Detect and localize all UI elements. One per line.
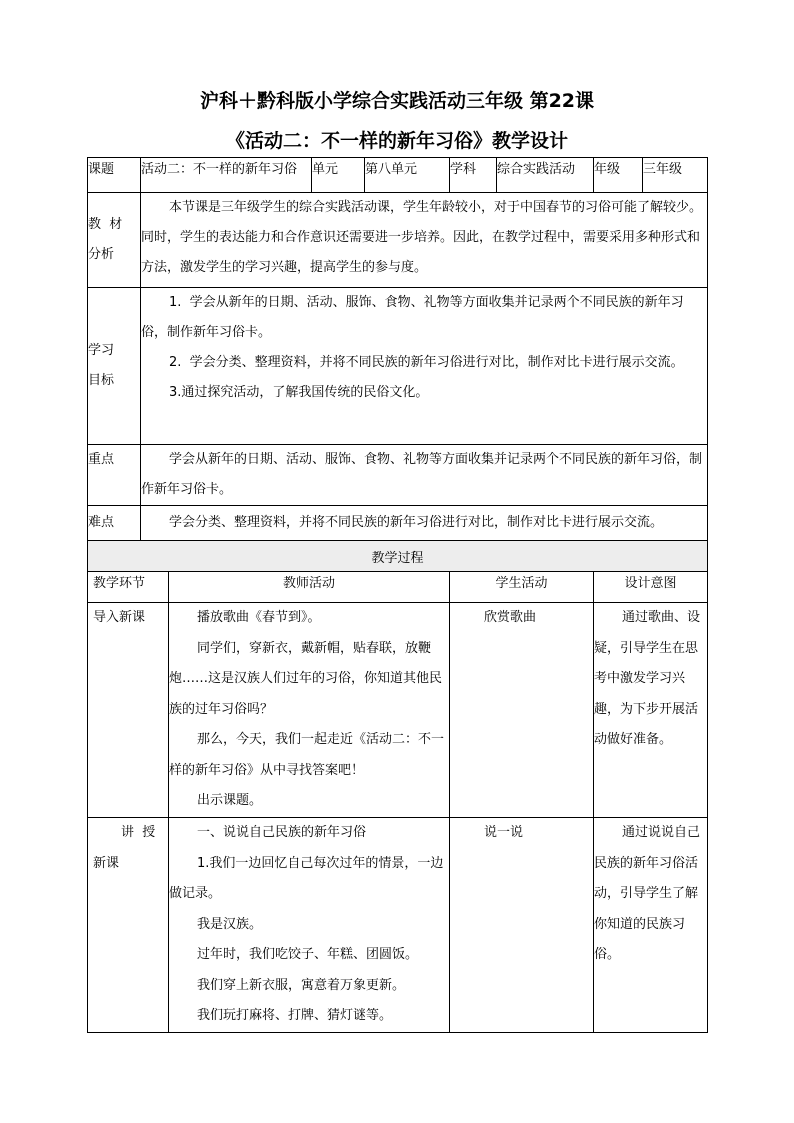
lesson-plan-table [87,157,708,1033]
objective-item-2: 2. 学会分类、整理资料，并将不同民族的新年习俗进行对比，制作对比卡进行展示交流。 [169,355,684,370]
grade-label: 年级 [594,158,643,193]
objectives-row [88,288,708,445]
col-header-stage: 教学环节 [88,572,169,603]
objectives-cell [141,288,708,445]
teacher-activity-teaching [169,818,450,1033]
objectives-label: 学习 目标 [88,288,141,445]
difficulty-row [88,506,708,541]
teacher-teaching-p5: 我们穿上新衣服，寓意着万象更新。 [197,977,406,993]
document-title-line1: 沪科＋黔科版小学综合实践活动三年级 第22课 [199,90,595,112]
key-point-row [88,445,708,506]
info-row [88,158,708,193]
stage-intro: 导入新课 [88,603,169,818]
teacher-teaching-p2: 1.我们一边回忆自己每次过年的情景，一边做记录。 [169,855,444,901]
analysis-text-cell [141,193,708,288]
student-activity-intro: 欣赏歌曲 [450,603,594,818]
objective-item-3: 3.通过探究活动，了解我国传统的民俗文化。 [169,385,429,400]
process-column-headers [88,572,708,603]
teacher-intro-p3: 那么，今天，我们一起走近《活动二：不一样的新年习俗》从中寻找答案吧！ [169,732,445,778]
key-point-label: 重点 [88,445,141,506]
objective-item-1: 1. 学会从新年的日期、活动、服饰、食物、礼物等方面收集并记录两个不同民族的新年习俗，制作新年习俗卡。 [141,295,684,340]
analysis-label: 教 材 分析 [88,193,141,288]
analysis-row [88,193,708,288]
process-header: 教学过程 [88,541,708,572]
process-header-row [88,541,708,572]
design-intent-teaching: 通过说说自己民族的新年习俗活动，引导学生了解你知道的民族习俗。 [594,818,708,1033]
analysis-text: 本节课是三年级学生的综合实践活动课，学生年龄较小，对于中国春节的习俗可能了解较少。同时，学生的表达能力和合作意识还需要进一步培养。因此，在教学过程中，需要采用多种形式和方法，激发学生的学习兴趣，提高学生的参与度。 [141,200,703,275]
difficulty-cell [141,506,708,541]
grade-value: 三年级 [643,158,708,193]
teacher-teaching-p6: 我们玩打麻将、打牌、猜灯谜等。 [197,1008,393,1023]
topic-value: 活动二：不一样的新年习俗 [141,158,312,193]
unit-label: 单元 [312,158,365,193]
col-header-intent: 设计意图 [594,572,708,603]
unit-value: 第八单元 [365,158,450,193]
teacher-teaching-p1: 一、说说自己民族的新年习俗 [197,825,367,840]
process-row-teaching [88,818,708,1033]
col-header-teacher: 教师活动 [169,572,450,603]
stage-teaching: 讲 授 新课 [88,818,169,1033]
difficulty-text: 学会分类、整理资料，并将不同民族的新年习俗进行对比，制作对比卡进行展示交流。 [169,515,664,530]
design-intent-intro: 通过歌曲、设疑，引导学生在思考中激发学习兴趣，为下步开展活动做好准备。 [594,603,708,818]
subject-value: 综合实践活动 [497,158,594,193]
teacher-intro-p1: 播放歌曲《春节到》。 [197,610,321,625]
key-point-cell [141,445,708,506]
topic-label: 课题 [88,158,141,193]
teacher-intro-p2: 同学们，穿新衣，戴新帽，贴春联，放鞭炮……这是汉族人们过年的习俗，你知道其他民族的过年习俗吗？ [169,640,443,717]
teacher-teaching-p3: 我是汉族。 [197,916,263,932]
subject-label: 学科 [450,158,497,193]
student-activity-teaching: 说一说 [450,818,594,1033]
teacher-activity-intro [169,603,450,818]
teacher-intro-p4: 出示课题。 [197,793,263,808]
process-row-intro [88,603,708,818]
document-title-line2: 《活动二：不一样的新年习俗》教学设计 [225,130,568,152]
key-point-text: 学会从新年的日期、活动、服饰、食物、礼物等方面收集并记录两个不同民族的新年习俗，制作新年习俗卡。 [141,452,703,497]
col-header-student: 学生活动 [450,572,594,603]
difficulty-label: 难点 [88,506,141,541]
teacher-teaching-p4: 过年时，我们吃饺子、年糕、团圆饭。 [197,947,419,962]
